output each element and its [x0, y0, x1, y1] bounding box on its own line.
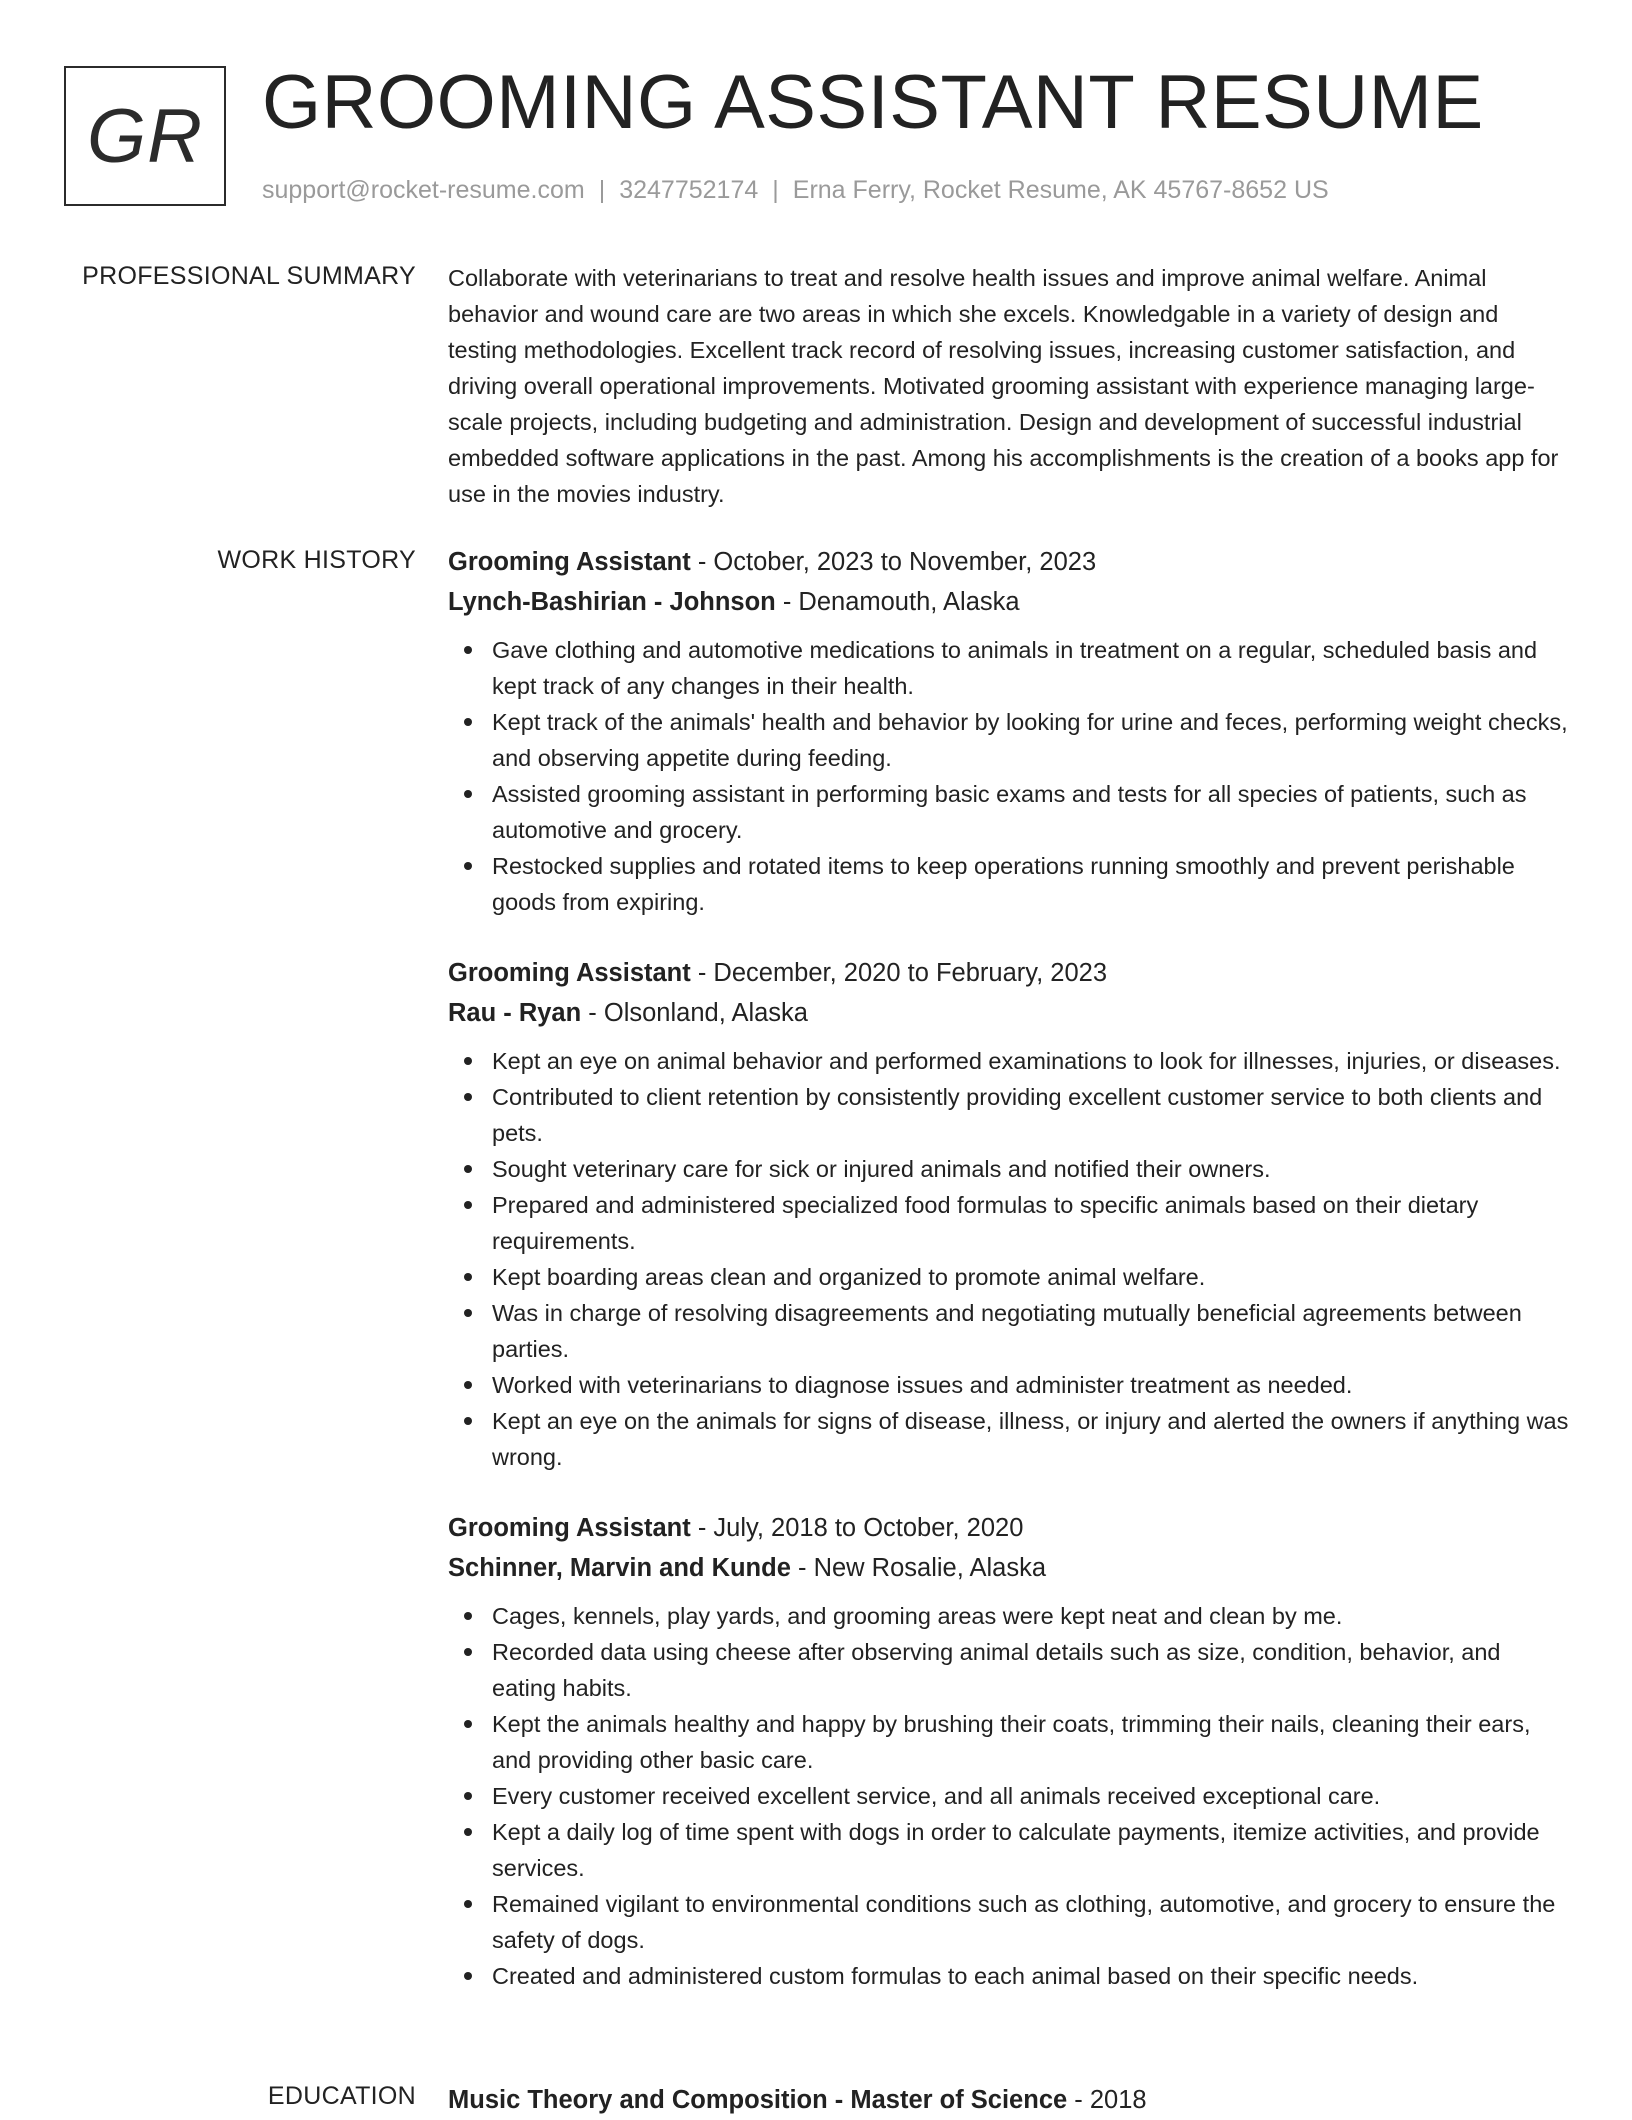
job-bullet	[492, 1958, 1570, 1994]
summary-body	[448, 260, 1570, 512]
job-bullet-text: Recorded data using cheese after observing animal details such as size, condition, behavior, and eating habits.	[492, 1639, 1501, 1701]
job-bullet-text: Contributed to client retention by consistently providing excellent customer service to both clients and pets.	[492, 1084, 1543, 1146]
summary-label: PROFESSIONAL SUMMARY	[82, 262, 416, 290]
contact-phone: 3247752174	[619, 176, 759, 204]
job-bullet	[492, 1151, 1570, 1187]
job-entry	[448, 542, 1570, 920]
education-body	[448, 2080, 1570, 2120]
job-bullet	[492, 1079, 1570, 1151]
job-entry	[448, 1508, 1570, 1994]
job-bullet-text: Was in charge of resolving disagreements and negotiating mutually beneficial agreements between parties.	[492, 1300, 1522, 1362]
job-bullet	[492, 1706, 1570, 1778]
job-location: - New Rosalie, Alaska	[790, 1554, 1047, 1582]
education-degree: Music Theory and Composition - Master of Science	[448, 2086, 1068, 2114]
job-company: Lynch-Bashirian - Johnson	[448, 588, 776, 616]
job-location: - Olsonland, Alaska	[581, 999, 808, 1027]
job-title-line	[448, 953, 1570, 993]
bullet-icon	[464, 1972, 472, 1980]
job-location: - Denamouth, Alaska	[775, 588, 1020, 616]
job-bullet-text: Restocked supplies and rotated items to keep operations running smoothly and prevent perishable goods from expiring.	[492, 853, 1515, 915]
job-bullet	[492, 1634, 1570, 1706]
job-bullet	[492, 1598, 1570, 1634]
bullet-icon	[464, 862, 472, 870]
bullet-icon	[464, 1720, 472, 1728]
job-dates: - July, 2018 to October, 2020	[690, 1514, 1024, 1542]
job-title: Grooming Assistant	[448, 548, 691, 576]
job-bullets	[448, 632, 1570, 920]
job-company-line	[448, 1548, 1570, 1588]
job-company: Rau - Ryan	[448, 999, 582, 1027]
bullet-icon	[464, 1273, 472, 1281]
education-line	[448, 2080, 1570, 2120]
job-bullet-text: Kept track of the animals' health and behavior by looking for urine and feces, performing weight checks, and observing appetite during feeding.	[492, 709, 1568, 771]
bullet-icon	[464, 1201, 472, 1209]
job-bullet-text: Prepared and administered specialized food formulas to specific animals based on their dietary requirements.	[492, 1192, 1479, 1254]
bullet-icon	[464, 646, 472, 654]
job-bullet-text: Gave clothing and automotive medications to animals in treatment on a regular, scheduled basis and kept track of any changes in their health.	[492, 637, 1538, 699]
job-title: Grooming Assistant	[448, 1514, 691, 1542]
bullet-icon	[464, 1165, 472, 1173]
job-company: Schinner, Marvin and Kunde	[448, 1554, 791, 1582]
contact-address: Erna Ferry, Rocket Resume, AK 45767-8652 US	[792, 176, 1329, 204]
bullet-icon	[464, 1417, 472, 1425]
job-bullet-text: Every customer received excellent service, and all animals received exceptional care.	[492, 1783, 1381, 1809]
job-bullet	[492, 1295, 1570, 1367]
bullet-icon	[464, 1828, 472, 1836]
monogram-box	[64, 66, 226, 206]
bullet-icon	[464, 790, 472, 798]
job-bullet-text: Remained vigilant to environmental conditions such as clothing, automotive, and grocery to ensure the safety of dogs.	[492, 1891, 1556, 1953]
job-bullet	[492, 848, 1570, 920]
job-dates: - December, 2020 to February, 2023	[690, 959, 1108, 987]
education-label: EDUCATION	[267, 2082, 416, 2110]
job-bullet	[492, 1367, 1570, 1403]
job-bullet-text: Kept boarding areas clean and organized to promote animal welfare.	[492, 1264, 1206, 1290]
resume-title: GROOMING ASSISTANT RESUME	[262, 60, 1484, 145]
bullet-icon	[464, 1057, 472, 1065]
job-title-line	[448, 542, 1570, 582]
job-bullet	[492, 1043, 1570, 1079]
job-title: Grooming Assistant	[448, 959, 691, 987]
job-bullet-text: Created and administered custom formulas to each animal based on their specific needs.	[492, 1963, 1419, 1989]
contact-separator: |	[598, 176, 606, 204]
job-bullet	[492, 632, 1570, 704]
bullet-icon	[464, 1309, 472, 1317]
job-bullet-text: Kept the animals healthy and happy by brushing their coats, trimming their nails, cleaning their ears, and providing other basic care.	[492, 1711, 1531, 1773]
job-bullet-text: Kept a daily log of time spent with dogs in order to calculate payments, itemize activities, and provide services.	[492, 1819, 1540, 1881]
bullet-icon	[464, 1612, 472, 1620]
job-bullet	[492, 1259, 1570, 1295]
job-bullets	[448, 1043, 1570, 1475]
job-entry	[448, 953, 1570, 1475]
job-bullet	[492, 1814, 1570, 1886]
bullet-icon	[464, 1900, 472, 1908]
work-history-body	[448, 542, 1570, 2027]
bullet-icon	[464, 1648, 472, 1656]
summary-text: Collaborate with veterinarians to treat and resolve health issues and improve animal welfare. Animal behavior and wound care are two areas in which she excels. Knowledgable in a variety of design and testing methodologies. Excellent track record of resolving issues, increasing customer satisfaction, and driving overall operational improvements. Motivated grooming assistant with experience managing large-scale projects, including budgeting and administration. Design and development of successful industrial embedded software applications in the past. Among his accomplishments is the creation of a books app for use in the movies industry.	[448, 265, 1559, 507]
bullet-icon	[464, 1792, 472, 1800]
job-company-line	[448, 993, 1570, 1033]
monogram-initials: GR	[87, 93, 203, 179]
job-bullet-text: Kept an eye on the animals for signs of disease, illness, or injury and alerted the owners if anything was wrong.	[492, 1408, 1569, 1470]
job-bullet-text: Worked with veterinarians to diagnose issues and administer treatment as needed.	[492, 1372, 1353, 1398]
job-company-line	[448, 582, 1570, 622]
job-bullet	[492, 1778, 1570, 1814]
job-bullet	[492, 1886, 1570, 1958]
job-bullets	[448, 1598, 1570, 1994]
job-bullet-text: Assisted grooming assistant in performing basic exams and tests for all species of patients, such as automotive and grocery.	[492, 781, 1527, 843]
job-bullet	[492, 776, 1570, 848]
job-title-line	[448, 1508, 1570, 1548]
contact-email: support@rocket-resume.com	[262, 176, 585, 204]
work-history-label: WORK HISTORY	[217, 546, 416, 574]
job-bullet-text: Cages, kennels, play yards, and grooming areas were kept neat and clean by me.	[492, 1603, 1343, 1629]
job-bullet	[492, 704, 1570, 776]
job-bullet	[492, 1187, 1570, 1259]
bullet-icon	[464, 718, 472, 726]
contact-separator: |	[772, 176, 779, 204]
job-bullet	[492, 1403, 1570, 1475]
job-bullet-text: Kept an eye on animal behavior and performed examinations to look for illnesses, injuries, or diseases.	[492, 1048, 1561, 1074]
job-bullet-text: Sought veterinary care for sick or injured animals and notified their owners.	[492, 1156, 1271, 1182]
job-dates: - October, 2023 to November, 2023	[690, 548, 1097, 576]
bullet-icon	[464, 1381, 472, 1389]
education-year: - 2018	[1067, 2086, 1147, 2114]
bullet-icon	[464, 1093, 472, 1101]
contact-line	[262, 176, 1329, 205]
